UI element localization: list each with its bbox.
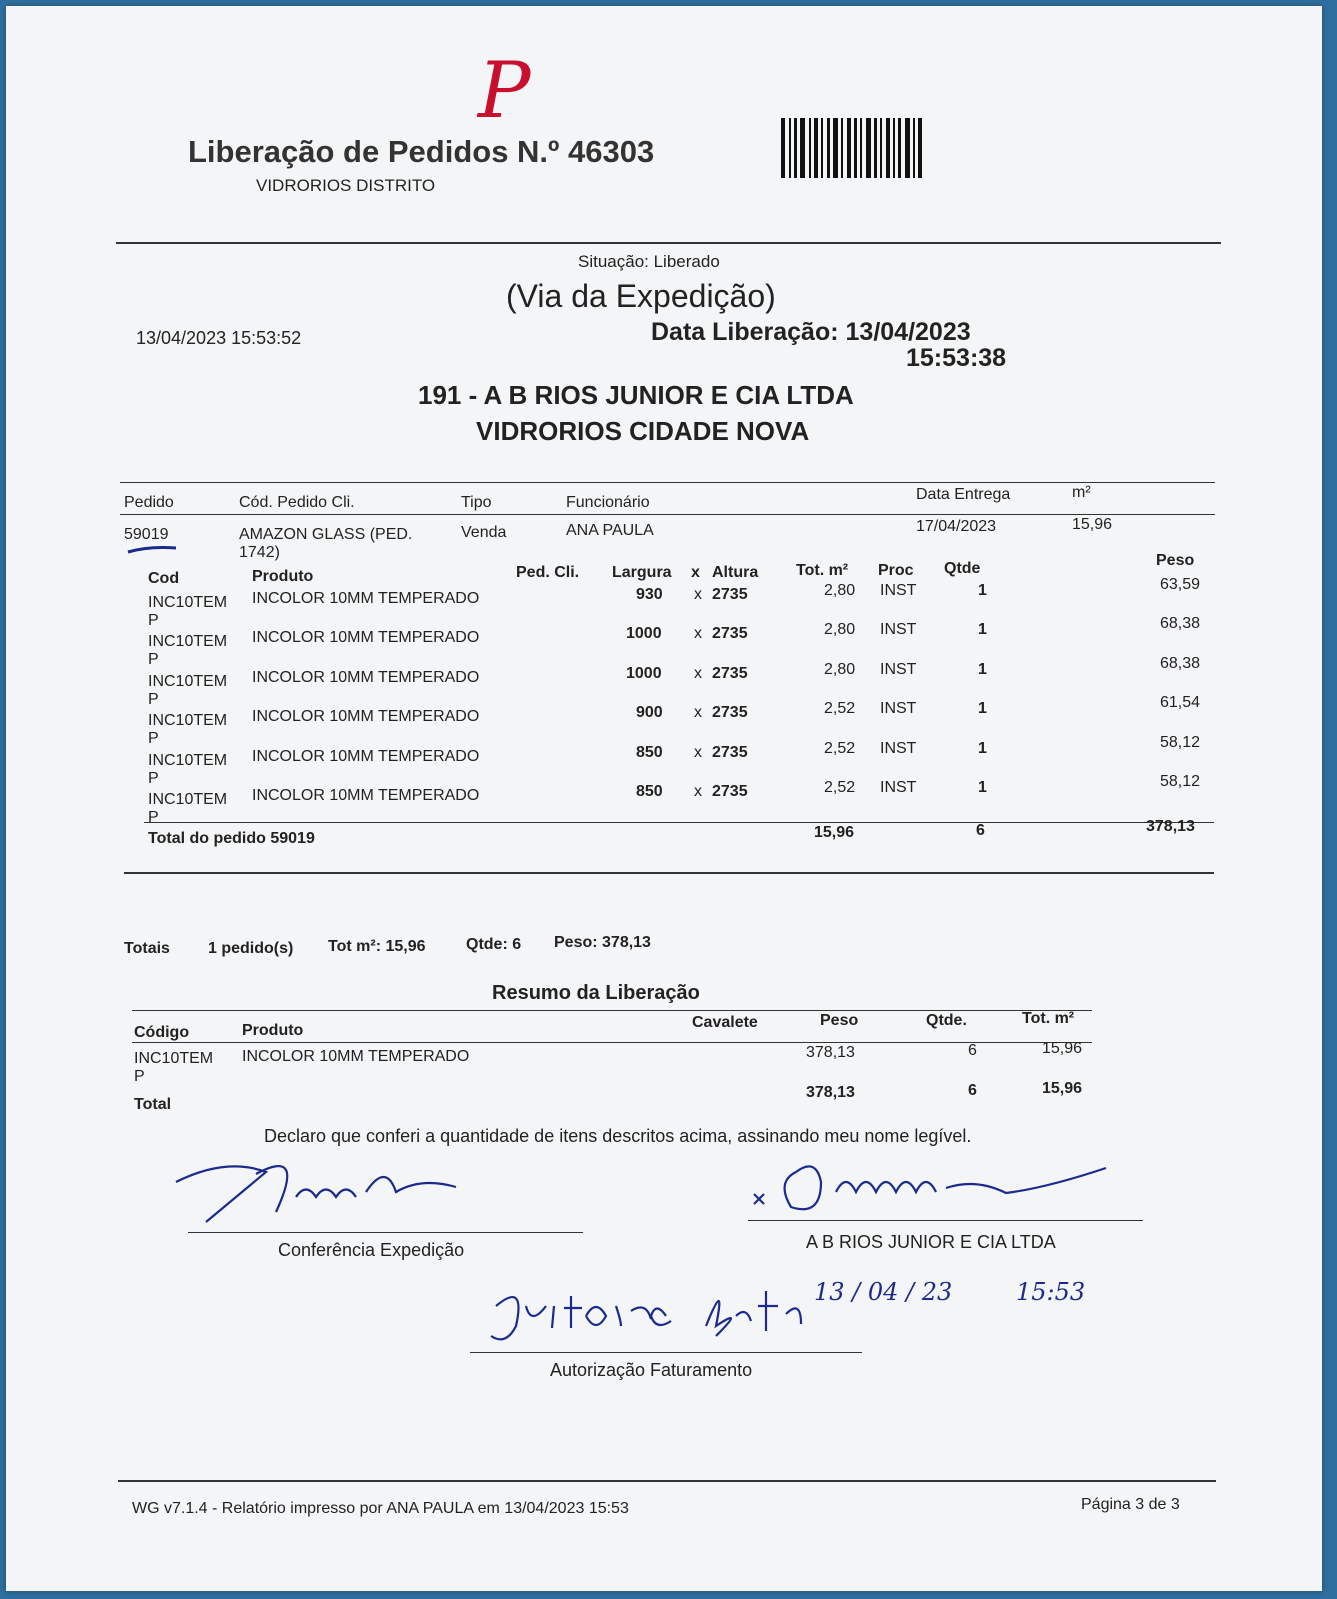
col-largura: Largura	[612, 564, 672, 581]
col-data-entrega: Data Entrega	[916, 486, 1011, 503]
totals-m2: Tot m²: 15,96	[328, 938, 426, 955]
barcode-bar	[898, 118, 901, 178]
order-underline-mark	[124, 542, 184, 556]
barcode-bar	[814, 118, 818, 178]
order-m2: 15,96	[1072, 516, 1113, 533]
item-tot-m2: 2,52	[824, 779, 856, 796]
item-qtde: 1	[978, 582, 987, 599]
item-cod: INC10TEM	[148, 751, 228, 769]
item-proc: INST	[880, 660, 917, 678]
item-produto: INCOLOR 10MM TEMPERADO	[252, 787, 480, 804]
signature-conferencia	[166, 1152, 506, 1232]
barcode-bar	[866, 118, 871, 178]
order-cod-pedido-cli-1: AMAZON GLASS (PED.	[239, 526, 413, 543]
cliente-label: A B RIOS JUNIOR E CIA LTDA	[806, 1232, 1056, 1252]
handwritten-date: 13 / 04 / 23	[814, 1278, 953, 1306]
data-liberacao-time: 15:53:38	[906, 344, 1007, 372]
item-altura: 2735	[712, 586, 748, 603]
item-proc: INST	[880, 582, 917, 599]
order-total-peso: 378,13	[1146, 818, 1195, 835]
item-tot-m2: 2,80	[824, 582, 856, 599]
col-produto: Produto	[252, 568, 314, 585]
item-altura: 2735	[712, 664, 748, 682]
totals-label: Totais	[124, 940, 170, 957]
item-cod: INC10TEM	[148, 594, 228, 611]
item-cod-suffix: P	[148, 651, 159, 669]
col-altura: Altura	[712, 564, 759, 581]
barcode-bar	[821, 118, 823, 178]
barcode-bar	[789, 118, 791, 178]
barcode-bar	[893, 118, 895, 178]
item-altura: 2735	[712, 743, 748, 761]
item-tot-m2: 2,52	[824, 739, 856, 757]
client-name: 191 - A B RIOS JUNIOR E CIA LTDA	[418, 380, 854, 410]
resumo-col-cavalete: Cavalete	[692, 1014, 758, 1031]
handwritten-mark: P	[478, 46, 531, 136]
barcode-bar	[913, 118, 915, 178]
item-produto: INCOLOR 10MM TEMPERADO	[252, 747, 480, 765]
item-qtde: 1	[978, 660, 987, 678]
barcode-bar	[841, 118, 843, 178]
barcode-bar	[794, 118, 797, 178]
order-data-entrega: 17/04/2023	[916, 518, 997, 535]
item-altura: 2735	[712, 783, 748, 800]
printed-at: 13/04/2023 15:53:52	[136, 328, 302, 348]
autorizacao-label: Autorização Faturamento	[550, 1360, 753, 1380]
item-proc: INST	[880, 700, 917, 718]
item-largura: 1000	[626, 625, 662, 643]
resumo-item-row	[6, 1040, 1322, 1088]
resumo-col-tot-m2: Tot. m²	[1022, 1010, 1075, 1027]
resumo-qtde: 6	[968, 1042, 977, 1059]
col-m2: m²	[1072, 484, 1091, 501]
situacao: Situação: Liberado	[578, 252, 720, 271]
col-funcionario: Funcionário	[566, 494, 650, 511]
resumo-col-peso: Peso	[820, 1012, 859, 1029]
resumo-col-qtde: Qtde.	[926, 1012, 967, 1029]
item-qtde: 1	[978, 621, 987, 639]
item-largura: 900	[636, 704, 663, 722]
barcode-bar	[905, 118, 910, 178]
item-peso: 58,12	[1160, 773, 1201, 790]
totals-pedidos: 1 pedido(s)	[208, 940, 294, 957]
barcode-bar	[827, 118, 830, 178]
item-peso: 61,54	[1160, 694, 1201, 712]
order-pedido: 59019	[124, 526, 169, 543]
barcode-bar	[874, 118, 877, 178]
resumo-col-produto: Produto	[242, 1022, 304, 1039]
company-name: VIDRORIOS DISTRITO	[256, 176, 436, 195]
item-cod: INC10TEM	[148, 712, 228, 730]
resumo-total-peso: 378,13	[806, 1084, 855, 1101]
col-tipo: Tipo	[461, 494, 492, 511]
item-cod: INC10TEM	[148, 672, 228, 690]
item-proc: INST	[880, 779, 917, 796]
item-row	[6, 733, 1322, 788]
resumo-total-label: Total	[134, 1096, 172, 1113]
item-cod-suffix: P	[148, 769, 159, 787]
col-cod-pedido-cli: Cód. Pedido Cli.	[239, 494, 355, 511]
item-qtde: 1	[978, 779, 987, 796]
resumo-codigo-2: P	[134, 1068, 145, 1085]
col-peso: Peso	[1156, 552, 1195, 569]
item-row	[6, 615, 1322, 669]
col-ped-cli: Ped. Cli.	[516, 564, 580, 581]
order-total-row	[6, 818, 1322, 870]
resumo-total-tot-m2: 15,96	[1042, 1080, 1083, 1097]
col-proc: Proc	[878, 562, 914, 579]
barcode-bar	[886, 118, 890, 178]
order-total-qtde: 6	[976, 822, 985, 839]
item-peso: 68,38	[1160, 615, 1201, 633]
signature-cliente	[746, 1152, 1116, 1222]
item-peso: 58,12	[1160, 733, 1201, 751]
order-tipo: Venda	[461, 524, 507, 541]
item-row	[6, 694, 1322, 748]
totals-peso: Peso: 378,13	[554, 934, 651, 951]
col-pedido: Pedido	[124, 494, 174, 511]
resumo-total-qtde: 6	[968, 1082, 977, 1099]
handwritten-time: 15:53	[1016, 1278, 1086, 1306]
item-cod: INC10TEM	[148, 633, 228, 651]
col-tot-m2: Tot. m²	[796, 562, 849, 579]
barcode-bar	[880, 118, 882, 178]
item-x: x	[694, 664, 702, 682]
item-produto: INCOLOR 10MM TEMPERADO	[252, 629, 480, 647]
item-cod-suffix: P	[148, 730, 159, 748]
item-largura: 850	[636, 743, 663, 761]
item-produto: INCOLOR 10MM TEMPERADO	[252, 590, 480, 607]
barcode-bar	[847, 118, 851, 178]
order-total-label: Total do pedido 59019	[148, 830, 315, 847]
signature-autorizacao	[476, 1276, 836, 1352]
totals-row	[6, 934, 1322, 980]
page-title: Liberação de Pedidos N.º 46303	[188, 134, 655, 169]
data-liberacao: Data Liberação: 13/04/2023	[651, 318, 971, 346]
item-qtde: 1	[978, 700, 987, 718]
item-altura: 2735	[712, 625, 748, 643]
footer-page: Página 3 de 3	[1081, 1496, 1180, 1513]
item-x: x	[694, 625, 702, 643]
item-x: x	[694, 586, 702, 603]
footer-printed-by: WG v7.1.4 - Relatório impresso por ANA PAULA em 13/04/2023 15:53	[132, 1500, 629, 1517]
conferencia-label: Conferência Expedição	[278, 1240, 465, 1260]
item-x: x	[694, 783, 702, 800]
barcode-bar	[854, 118, 857, 178]
item-altura: 2735	[712, 704, 748, 722]
barcode-bar	[809, 118, 811, 178]
item-peso: 63,59	[1160, 576, 1201, 593]
resumo-title: Resumo da Liberação	[492, 982, 700, 1004]
item-peso: 68,38	[1160, 654, 1201, 672]
resumo-codigo-1: INC10TEM	[134, 1050, 214, 1067]
via-label: (Via da Expedição)	[506, 278, 776, 314]
barcode-bar	[833, 118, 838, 178]
item-proc: INST	[880, 621, 917, 639]
barcode-bar	[918, 118, 922, 178]
item-cod-suffix: P	[148, 809, 159, 826]
item-cod: INC10TEM	[148, 791, 228, 808]
item-tot-m2: 2,80	[824, 660, 856, 678]
col-cod: Cod	[148, 570, 180, 587]
resumo-tot-m2: 15,96	[1042, 1040, 1083, 1057]
col-x: x	[691, 564, 700, 581]
declaration-text: Declaro que conferi a quantidade de itens descritos acima, assinando meu nome legível.	[264, 1126, 972, 1146]
order-cod-pedido-cli-2: 1742)	[239, 544, 280, 561]
item-proc: INST	[880, 739, 917, 757]
item-tot-m2: 2,80	[824, 621, 856, 639]
item-x: x	[694, 704, 702, 722]
barcode	[781, 118, 981, 178]
totals-qtde: Qtde: 6	[466, 936, 522, 953]
barcode-bar	[781, 118, 785, 178]
item-x: x	[694, 743, 702, 761]
item-tot-m2: 2,52	[824, 700, 856, 718]
resumo-peso: 378,13	[806, 1044, 855, 1061]
item-row	[6, 773, 1322, 827]
client-branch: VIDRORIOS CIDADE NOVA	[476, 416, 810, 446]
item-qtde: 1	[978, 739, 987, 757]
order-row	[6, 516, 1322, 564]
resumo-produto: INCOLOR 10MM TEMPERADO	[242, 1048, 470, 1065]
item-produto: INCOLOR 10MM TEMPERADO	[252, 708, 480, 726]
order-funcionario: ANA PAULA	[566, 522, 654, 539]
barcode-bar	[800, 118, 805, 178]
item-cod-suffix: P	[148, 690, 159, 708]
barcode-bar	[860, 118, 862, 178]
item-row	[6, 654, 1322, 709]
item-largura: 930	[636, 586, 663, 603]
col-qtde: Qtde	[944, 560, 981, 577]
document-page	[6, 6, 1322, 1591]
item-largura: 1000	[626, 664, 662, 682]
order-total-m2: 15,96	[814, 824, 855, 841]
item-largura: 850	[636, 783, 663, 800]
item-produto: INCOLOR 10MM TEMPERADO	[252, 668, 480, 686]
item-cod-suffix: P	[148, 612, 159, 629]
resumo-col-codigo: Código	[134, 1024, 190, 1041]
